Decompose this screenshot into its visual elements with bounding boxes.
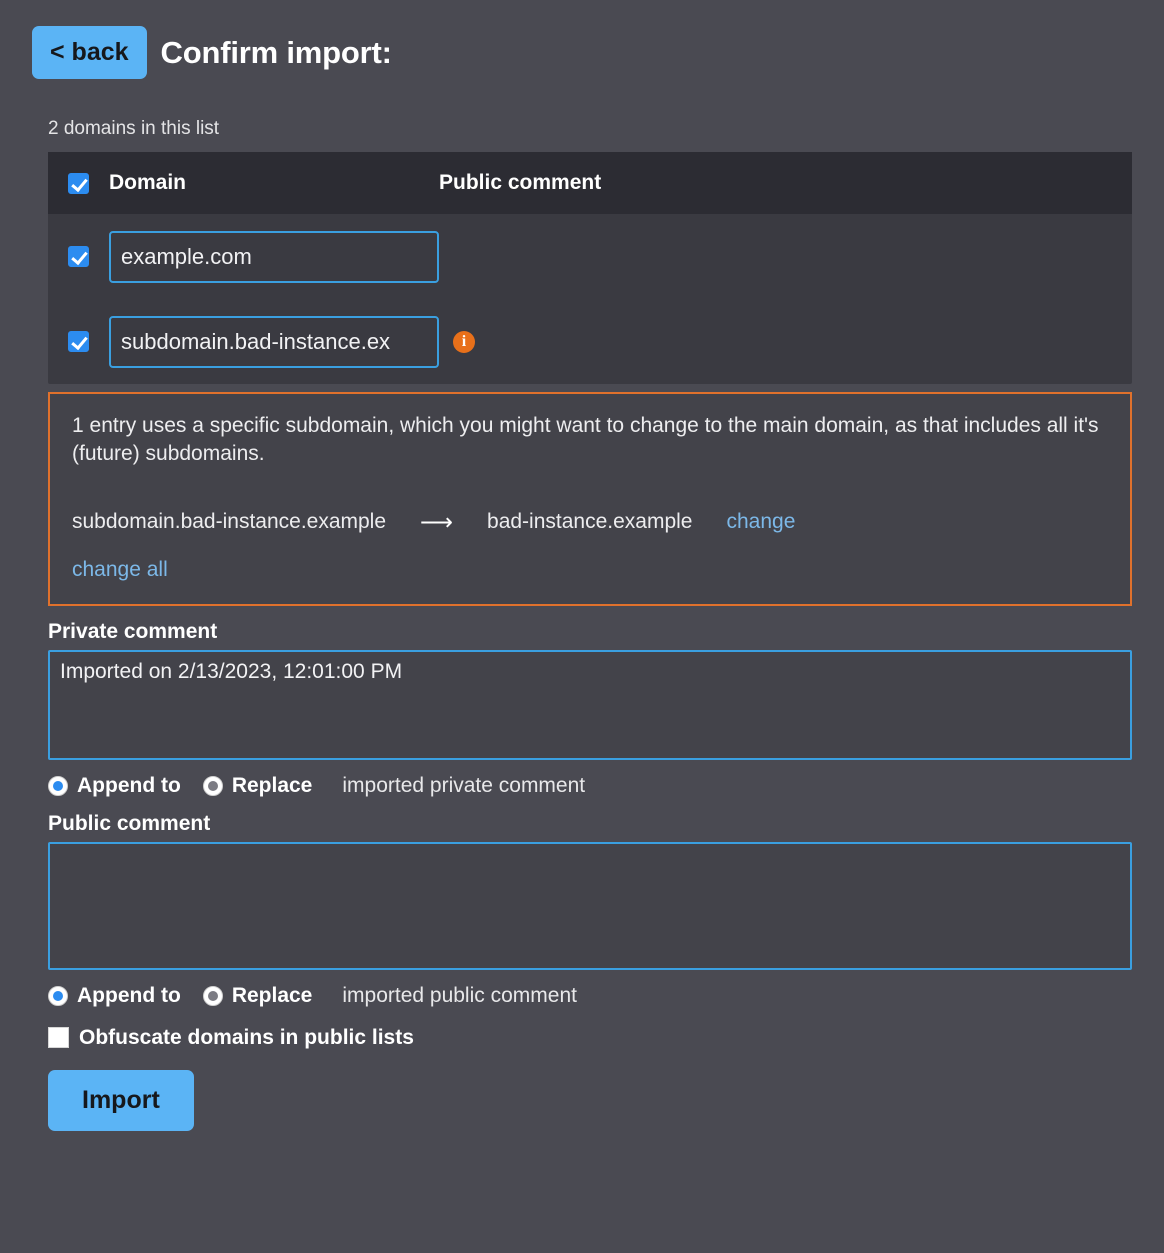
table-row (48, 214, 1132, 299)
private-append-radio[interactable] (48, 776, 68, 796)
select-all-checkbox[interactable] (68, 173, 89, 194)
obfuscate-label: Obfuscate domains in public lists (79, 1025, 414, 1049)
domain-input[interactable] (109, 316, 439, 368)
public-append-radio[interactable] (48, 986, 68, 1006)
table-row (48, 299, 1132, 384)
private-replace-radio[interactable] (203, 776, 223, 796)
row-select-checkbox[interactable] (68, 331, 89, 352)
subdomain-warning-box (48, 392, 1132, 606)
private-comment-textarea[interactable] (48, 650, 1132, 760)
domain-count-label: 2 domains in this list (48, 118, 220, 139)
arrow-right-icon: ⟶ (420, 508, 454, 535)
public-comment-label: Public comment (48, 811, 211, 835)
subdomain-warning-text: 1 entry uses a specific subdomain, which you might want to change to the main domain, as that includes all it's (future) subdomains. (72, 414, 1099, 466)
public-append-label: Append to (77, 983, 181, 1007)
column-header-public-comment: Public comment (439, 171, 602, 194)
private-append-label: Append to (77, 773, 181, 797)
row-select-checkbox[interactable] (68, 246, 89, 267)
public-comment-mode-group (48, 984, 1132, 1008)
public-mode-suffix: imported public comment (342, 983, 577, 1007)
obfuscate-checkbox[interactable] (48, 1027, 69, 1048)
public-replace-radio[interactable] (203, 986, 223, 1006)
table-header-row (48, 152, 1132, 214)
private-mode-suffix: imported private comment (342, 773, 586, 797)
private-replace-label: Replace (231, 773, 313, 797)
column-header-domain: Domain (109, 171, 187, 194)
info-icon[interactable]: i (453, 331, 475, 353)
mapping-to-domain: bad-instance.example (487, 510, 693, 534)
public-replace-label: Replace (231, 983, 313, 1007)
import-domains-table (48, 152, 1132, 384)
page-title: Confirm import: (160, 34, 392, 70)
private-comment-mode-group (48, 774, 1132, 798)
domain-input[interactable] (109, 231, 439, 283)
change-link[interactable]: change (726, 510, 796, 534)
public-comment-textarea[interactable] (48, 842, 1132, 970)
private-comment-label: Private comment (48, 619, 218, 643)
import-button[interactable]: Import (48, 1070, 194, 1131)
page-header (32, 26, 1132, 79)
back-button[interactable]: < back (32, 26, 147, 79)
obfuscate-row (48, 1026, 1132, 1050)
change-all-link[interactable]: change all (72, 557, 168, 581)
mapping-from-domain: subdomain.bad-instance.example (72, 510, 387, 534)
subdomain-mapping-row (72, 509, 1108, 536)
